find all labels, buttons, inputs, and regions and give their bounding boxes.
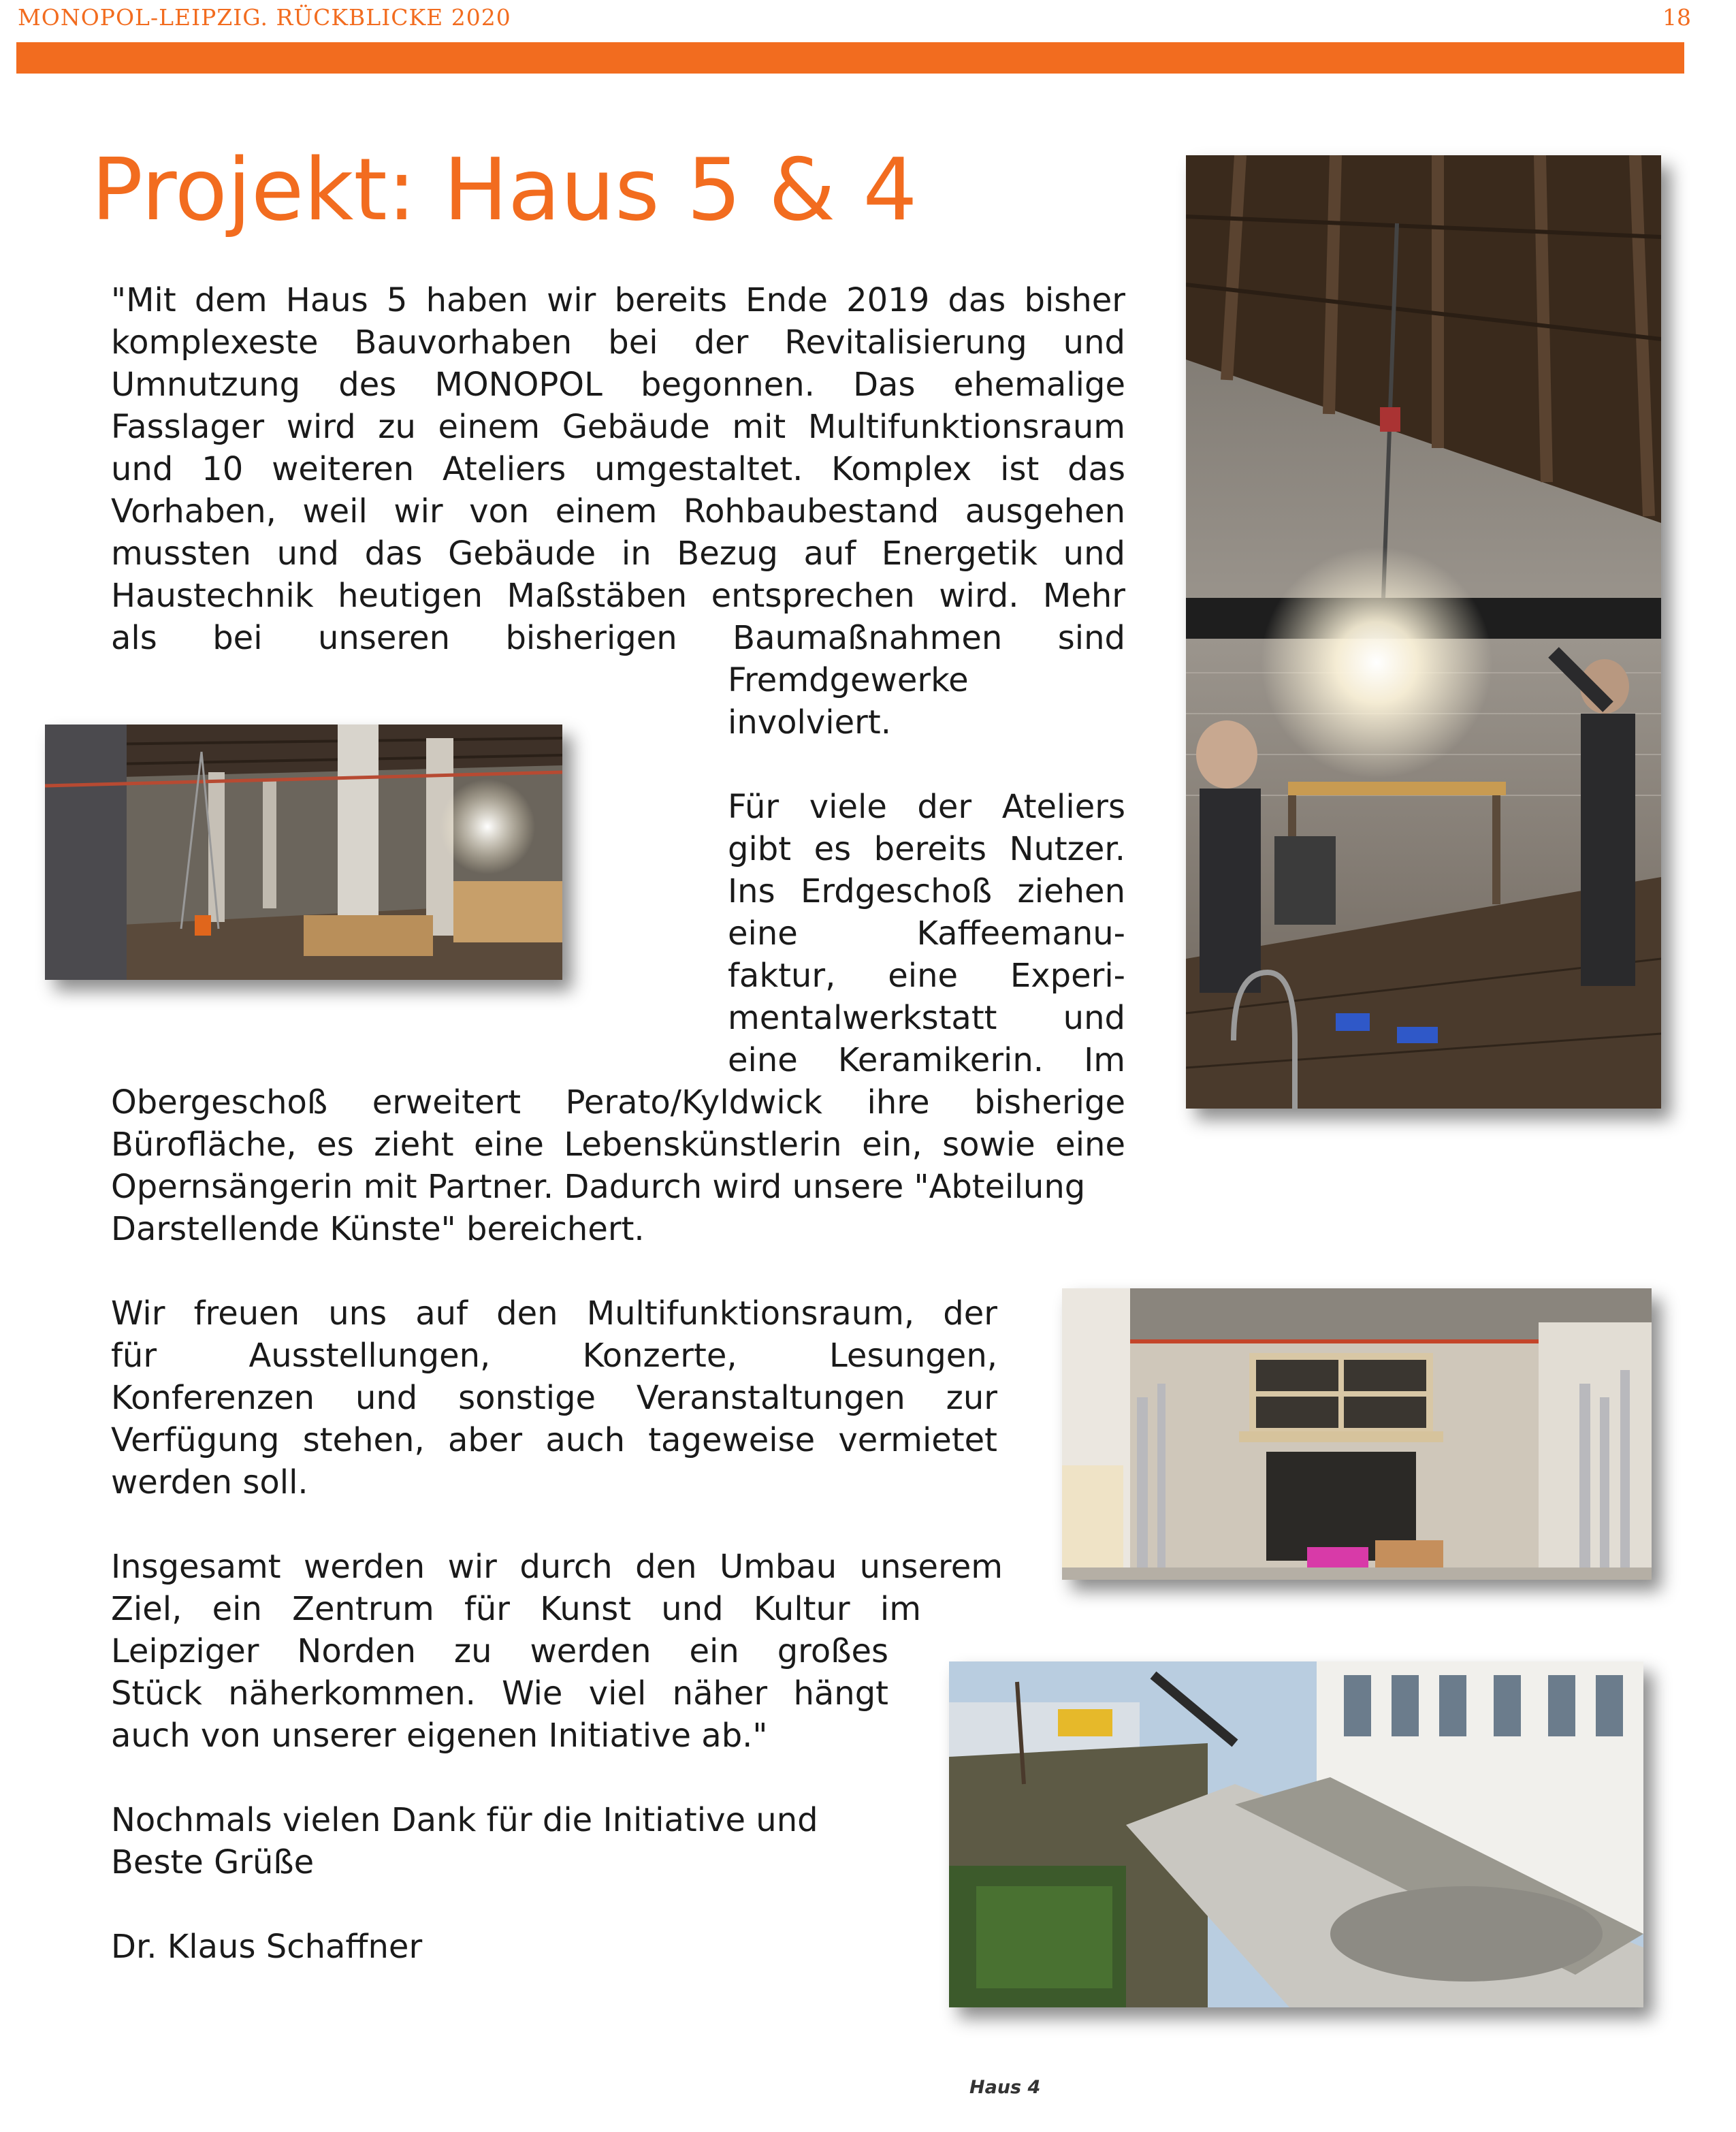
body-line: Stück näherkommen. Wie viel näher hängt <box>111 1674 888 1713</box>
header-bar <box>16 42 1684 74</box>
body-line: Bürofläche, es zieht eine Lebenskünstlerin ein, sowie eine <box>111 1126 1125 1164</box>
photo-caption: Haus 4 <box>969 2077 1041 2098</box>
body-line: Wir freuen uns auf den Multifunktionsraum, der <box>111 1294 997 1333</box>
body-line: involviert. <box>728 703 891 742</box>
publication-title: MONOPOL-LEIPZIG. RÜCKBLICKE 2020 <box>18 4 511 31</box>
body-line: Obergeschoß erweitert Perato/Kyldwick ihre bisherige <box>111 1083 1125 1121</box>
page-number: 18 <box>1662 4 1691 31</box>
photo-multifunction-room <box>1062 1288 1652 1580</box>
body-line: Für viele der Ateliers <box>728 788 1125 826</box>
body-line: Haustechnik heutigen Maßstäben entsprechen wird. Mehr <box>111 577 1125 615</box>
body-line: Leipziger Norden zu werden ein großes <box>111 1632 888 1670</box>
body-line: faktur, eine Experi- <box>728 957 1125 995</box>
body-line: mentalwerkstatt und <box>728 999 1125 1037</box>
body-line: Opernsängerin mit Partner. Dadurch wird unsere "Abteilung <box>111 1168 1086 1206</box>
body-line: Verfügung stehen, aber auch tageweise vermietet <box>111 1421 997 1459</box>
body-line: werden soll. <box>111 1463 308 1501</box>
page-title: Projekt: Haus 5 & 4 <box>91 140 918 240</box>
photo-hall-interior <box>45 725 562 980</box>
body-line: Darstellende Künste" bereichert. <box>111 1210 645 1248</box>
body-line: Konferenzen und sonstige Veranstaltungen zur <box>111 1379 997 1417</box>
body-line: Ins Erdgeschoß ziehen <box>728 872 1125 910</box>
body-line: gibt es bereits Nutzer. <box>728 830 1125 868</box>
body-line: Nochmals vielen Dank für die Initiative und <box>111 1801 818 1839</box>
body-line: Ziel, ein Zentrum für Kunst und Kultur im <box>111 1590 921 1628</box>
signature-line: Dr. Klaus Schaffner <box>111 1928 423 1966</box>
body-line: Fremdgewerke <box>728 661 969 699</box>
body-line: als bei unseren bisherigen Baumaßnahmen sind <box>111 619 1125 657</box>
body-line: eine Kaffeemanu- <box>728 914 1125 953</box>
body-line: und 10 weiteren Ateliers umgestaltet. Komplex ist das <box>111 450 1125 488</box>
body-line: auch von unserer eigenen Initiative ab." <box>111 1717 768 1755</box>
body-line: für Ausstellungen, Konzerte, Lesungen, <box>111 1337 997 1375</box>
body-line: Umnutzung des MONOPOL begonnen. Das ehemalige <box>111 366 1125 404</box>
body-line: Insgesamt werden wir durch den Umbau unserem <box>111 1548 1003 1586</box>
body-line: Beste Grüße <box>111 1843 315 1881</box>
body-line: Fasslager wird zu einem Gebäude mit Multifunktionsraum <box>111 408 1125 446</box>
body-line: Vorhaben, weil wir von einem Rohbaubestand ausgehen <box>111 492 1125 530</box>
photo-haus-4-exterior <box>949 1661 1643 2007</box>
body-line: komplexeste Bauvorhaben bei der Revitalisierung und <box>111 323 1125 362</box>
body-line: "Mit dem Haus 5 haben wir bereits Ende 2019 das bisher <box>111 281 1125 319</box>
photo-roof-beam-installation <box>1186 155 1661 1109</box>
body-line: eine Keramikerin. Im <box>728 1041 1125 1079</box>
body-line: mussten und das Gebäude in Bezug auf Energetik und <box>111 535 1125 573</box>
